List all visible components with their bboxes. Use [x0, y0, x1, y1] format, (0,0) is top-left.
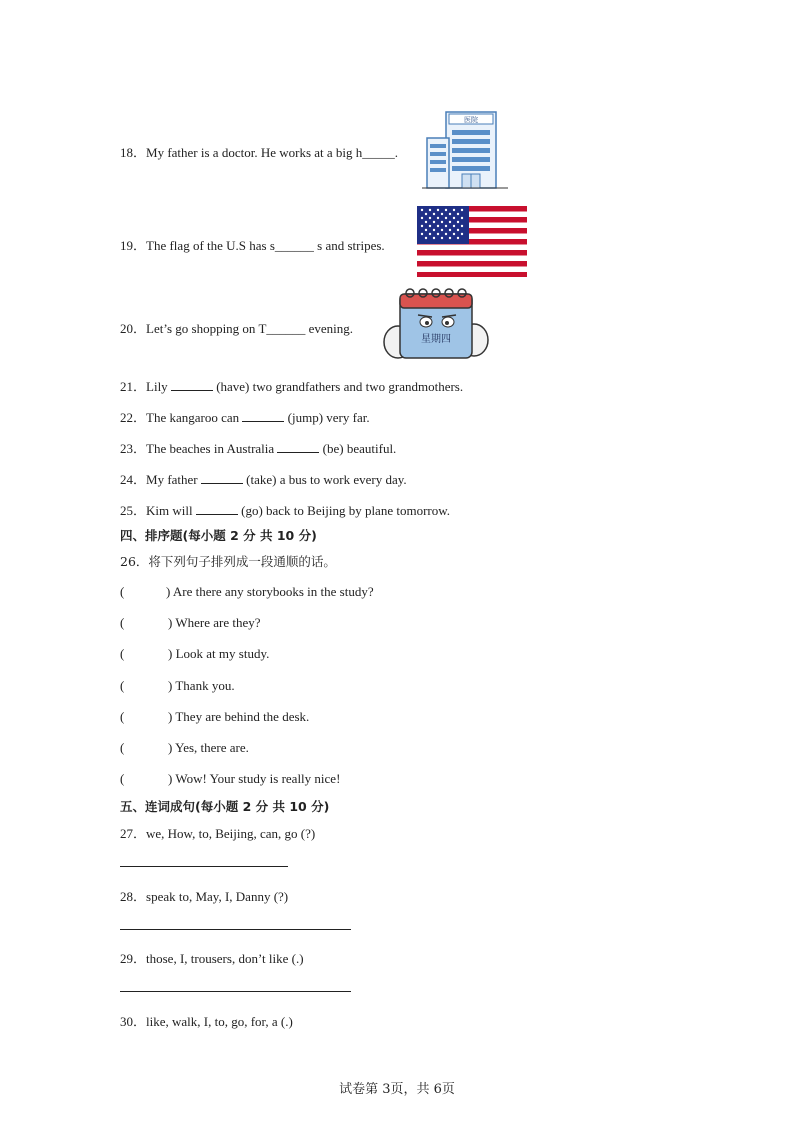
- question-text: speak to, May, I, Danny (?): [146, 889, 289, 904]
- question-text: The kangaroo can: [146, 410, 243, 425]
- us-flag-image: [417, 206, 527, 277]
- question-text: .: [394, 145, 399, 160]
- paren-open[interactable]: (: [120, 771, 125, 786]
- answer-blank[interactable]: [277, 440, 319, 453]
- question-number: 28．: [120, 889, 147, 904]
- question-20: [120, 318, 353, 337]
- hospital-image: [422, 108, 508, 190]
- section-5-title: 五、连词成句(每小题 2 分 共 10 分): [120, 799, 330, 814]
- order-text: Look at my study.: [172, 646, 270, 661]
- order-text: They are behind the desk.: [172, 709, 310, 724]
- question-26-instruction: 26．将下列句子排列成一段通顺的话。: [120, 554, 336, 569]
- question-number: 30．: [120, 1014, 147, 1029]
- paren-close: ): [168, 740, 173, 755]
- question-number: 23．: [120, 441, 147, 456]
- section-4-title: 四、排序题(每小题 2 分 共 10 分): [120, 528, 317, 543]
- question-number: 27．: [120, 826, 147, 841]
- question-text: The flag of the U.S has s: [146, 238, 275, 253]
- question-19: [120, 235, 385, 254]
- question-number: 19．: [120, 238, 147, 253]
- paren-open[interactable]: (: [120, 740, 125, 755]
- answer-line[interactable]: [120, 929, 351, 930]
- page-footer: 试卷第 3页，共 6页: [339, 1082, 455, 1097]
- question-text: Let’s go shopping on T: [146, 321, 267, 336]
- paren-open[interactable]: (: [120, 678, 125, 693]
- answer-blank[interactable]: [171, 378, 213, 391]
- question-text: (have) two grandfathers and two grandmothers.: [212, 379, 464, 394]
- question-23: [120, 438, 396, 457]
- paren-close: ): [166, 584, 171, 599]
- order-item: [120, 771, 340, 787]
- question-25: [120, 500, 450, 519]
- order-text: Wow! Your study is really nice!: [172, 771, 341, 786]
- question-27: [120, 823, 315, 842]
- answer-line[interactable]: [120, 866, 288, 867]
- order-item: [120, 646, 269, 662]
- question-number: 25．: [120, 503, 147, 518]
- order-text: Are there any storybooks in the study?: [170, 584, 374, 599]
- order-text: Where are they?: [172, 615, 261, 630]
- question-29: [120, 948, 304, 967]
- paren-open[interactable]: (: [120, 615, 125, 630]
- paren-close: ): [168, 615, 173, 630]
- question-text: evening.: [305, 321, 354, 336]
- order-item: [120, 678, 235, 694]
- question-text: (be) beautiful.: [319, 441, 397, 456]
- question-number: 20．: [120, 321, 147, 336]
- answer-line[interactable]: [120, 991, 351, 992]
- question-text: Kim will: [146, 503, 196, 518]
- order-item: [120, 615, 261, 631]
- question-24: [120, 469, 407, 488]
- question-text: s and stripes.: [313, 238, 385, 253]
- answer-blank[interactable]: [201, 471, 243, 484]
- order-item: [120, 740, 249, 756]
- question-number: 21．: [120, 379, 147, 394]
- question-number: 22．: [120, 410, 147, 425]
- question-22: [120, 407, 370, 426]
- question-text: those, I, trousers, don’t like (.): [146, 951, 304, 966]
- question-number: 18．: [120, 145, 147, 160]
- question-text: (go) back to Beijing by plane tomorrow.: [237, 503, 451, 518]
- question-30: [120, 1011, 293, 1030]
- paren-close: ): [168, 709, 173, 724]
- question-text: My father is a doctor. He works at a big h: [146, 145, 363, 160]
- question-text: My father: [146, 472, 201, 487]
- paren-open[interactable]: (: [120, 584, 125, 599]
- hospital-sign: 医院: [464, 116, 478, 124]
- paren-open[interactable]: (: [120, 646, 125, 661]
- answer-blank[interactable]: [242, 409, 284, 422]
- question-21: [120, 376, 463, 395]
- question-18: [120, 142, 398, 161]
- paren-close: ): [168, 771, 173, 786]
- answer-blank[interactable]: [196, 502, 238, 515]
- question-number: 24．: [120, 472, 147, 487]
- paren-close: ): [168, 678, 173, 693]
- calendar-label: 星期四: [421, 334, 451, 345]
- question-text: Lily: [146, 379, 171, 394]
- paren-close: ): [168, 646, 173, 661]
- paren-open[interactable]: (: [120, 709, 125, 724]
- blank: ______: [274, 238, 314, 253]
- order-item: [120, 709, 309, 725]
- question-text: we, How, to, Beijing, can, go (?): [146, 826, 316, 841]
- question-text: (jump) very far.: [284, 410, 370, 425]
- question-text: like, walk, I, to, go, for, a (.): [146, 1014, 293, 1029]
- order-text: Yes, there are.: [172, 740, 249, 755]
- order-text: Thank you.: [172, 678, 235, 693]
- question-text: (take) a bus to work every day.: [242, 472, 407, 487]
- question-text: The beaches in Australia: [146, 441, 278, 456]
- order-item: [120, 584, 374, 600]
- blank: _____: [362, 145, 395, 160]
- question-28: [120, 886, 288, 905]
- calendar-thursday-image: [378, 284, 494, 366]
- blank: ______: [266, 321, 306, 336]
- question-number: 29．: [120, 951, 147, 966]
